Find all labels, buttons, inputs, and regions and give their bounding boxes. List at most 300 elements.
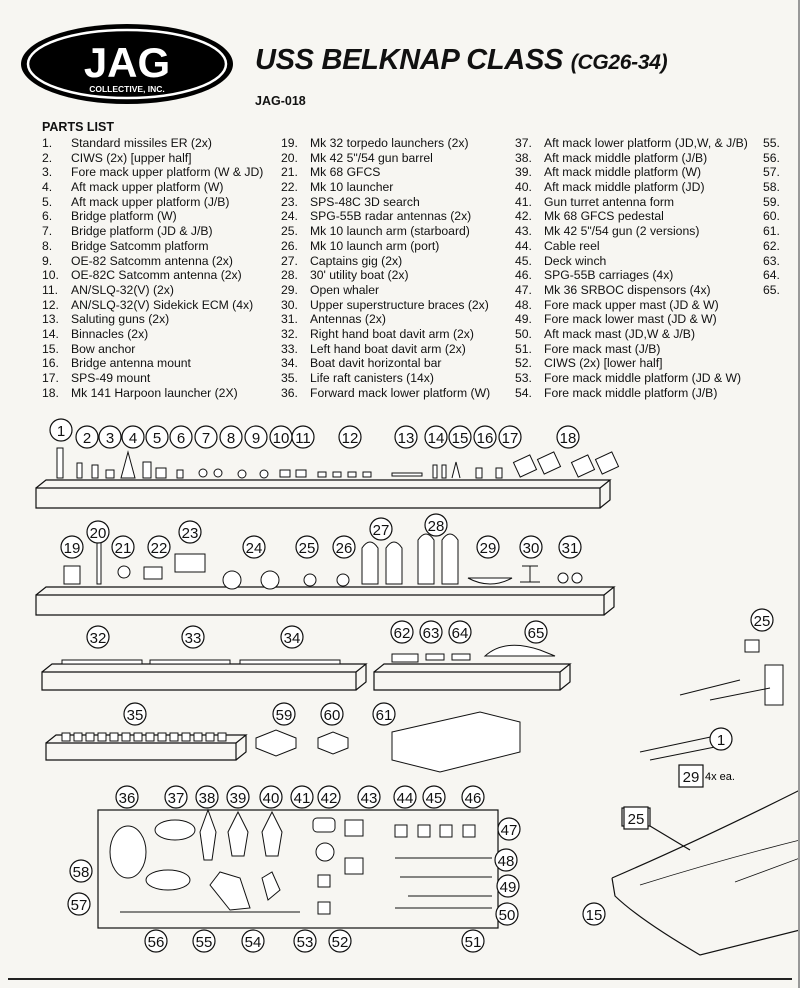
part-number: 31. (281, 312, 298, 327)
callout-33 (182, 626, 204, 648)
parts-list-item (42, 195, 263, 210)
callout-44 (394, 786, 416, 808)
parts-list-item (515, 180, 748, 195)
page-title (255, 44, 667, 77)
parts-list-item (763, 283, 792, 298)
part-name: Aft mack middle platform (W) (544, 165, 702, 180)
callout-41 (291, 786, 313, 808)
parts-list-item (515, 209, 748, 224)
part-number: 19. (281, 136, 298, 150)
parts-list-item (281, 209, 490, 224)
callout-label: 54 (244, 934, 262, 951)
callout-label: 4 (128, 430, 138, 447)
callout-43 (358, 786, 380, 808)
title-main: USS BELKNAP CLASS (255, 44, 564, 76)
part-name: SPG-55B radar antennas (2x) (310, 209, 472, 224)
callout-57 (68, 893, 90, 915)
callout-5 (146, 426, 168, 448)
callout-10 (270, 426, 292, 448)
parts-list-item (42, 298, 263, 313)
part-number: 47. (515, 282, 532, 297)
callout-label: 38 (198, 790, 216, 807)
parts-list-item (42, 283, 263, 298)
callout-53 (294, 930, 316, 952)
parts-list-item (281, 371, 490, 386)
parts-list-item (763, 151, 792, 166)
part-number: 2. (42, 150, 53, 165)
parts-list-item (42, 224, 263, 239)
callout-label: 6 (176, 430, 186, 447)
parts-list-item (515, 195, 748, 210)
sprue-plate-row1-top (36, 480, 610, 488)
callout-label: 25 (298, 540, 316, 557)
parts-list-item (763, 209, 792, 224)
part-number: 36. (281, 385, 298, 400)
part-name: Aft mack upper platform (W) (71, 180, 224, 195)
parts-list-item (763, 180, 792, 195)
parts-list-item (281, 356, 490, 371)
part-number: 54. (515, 385, 532, 400)
part-name: Right hand boat davit arm (2x) (310, 326, 474, 341)
part-name: AN/SLQ-32(V) Sidekick ECM (4x) (71, 297, 254, 312)
callout-label: 63 (422, 625, 440, 642)
callout-6 (170, 426, 192, 448)
callout-25 (751, 609, 773, 631)
callout-54 (242, 930, 264, 952)
part-name: Fore mack middle platform (J/B) (544, 385, 718, 400)
callout-label: 39 (229, 790, 247, 807)
part-number: 62. (763, 238, 780, 253)
part-number: 8. (42, 238, 53, 253)
callout-60 (321, 703, 343, 725)
callout-11 (292, 426, 314, 448)
part-number: 16. (42, 356, 59, 371)
parts-list-item (515, 239, 748, 254)
parts-list-item (515, 254, 748, 269)
part-number: 3. (42, 165, 53, 180)
callout-32 (87, 626, 109, 648)
part-name: Mk 10 launch arm (starboard) (310, 224, 470, 239)
callout-3 (99, 426, 121, 448)
callout-label: 43 (360, 790, 378, 807)
parts-column-1 (42, 136, 263, 400)
part-number: 11. (42, 282, 59, 297)
callout-22 (148, 536, 170, 558)
callout-label: 53 (296, 934, 314, 951)
part-number: 22. (281, 180, 298, 195)
parts-list-item (281, 254, 490, 269)
part-number: 23. (281, 194, 298, 209)
parts-list-item (763, 195, 792, 210)
callout-label: 45 (425, 790, 443, 807)
part-number: 10. (42, 268, 59, 283)
callout-label: 8 (226, 430, 236, 447)
parts-diagram (0, 405, 800, 988)
part-number: 6. (42, 209, 53, 224)
part-number: 39. (515, 165, 532, 180)
part-number: 61. (763, 224, 780, 239)
part-number: 34. (281, 356, 298, 371)
callout-23 (179, 521, 201, 543)
parts-list-item (515, 165, 748, 180)
part-number: 59. (763, 194, 780, 209)
callout-2 (76, 426, 98, 448)
part-number: 9. (42, 253, 53, 268)
callout-48 (495, 849, 517, 871)
part-number: 17. (42, 371, 59, 385)
part-number: 43. (515, 224, 532, 239)
parts-list-item (515, 386, 748, 401)
parts-list-item (281, 239, 490, 254)
parts-list-item (281, 195, 490, 210)
part-name: SPS-48C 3D search (310, 194, 420, 209)
part-number: 27. (281, 253, 298, 268)
callout-26 (333, 536, 355, 558)
callout-label: 18 (559, 430, 577, 447)
callout-label: 23 (181, 525, 199, 542)
parts-list-item (42, 342, 263, 357)
part-name: Aft mack lower platform (JD,W, & J/B) (544, 136, 748, 150)
callout-31 (559, 536, 581, 558)
part-name: Fore mack upper mast (JD & W) (544, 297, 719, 312)
part-number: 25. (281, 224, 298, 239)
callout-4 (122, 426, 144, 448)
parts-list-item (515, 298, 748, 313)
callout-1 (710, 728, 732, 750)
part-number: 18. (42, 385, 59, 400)
callout-36 (116, 786, 138, 808)
callout-label: 2 (82, 430, 92, 447)
part-name: AN/SLQ-32(V) (2x) (71, 282, 174, 297)
part-name: Gun turret antenna form (544, 194, 675, 209)
part-number: 15. (42, 341, 59, 356)
parts-list-item (763, 254, 792, 269)
parts-list-item (281, 312, 490, 327)
kit-code: JAG-018 (255, 94, 306, 108)
part-name: Saluting guns (2x) (71, 312, 170, 327)
callout-label: 32 (89, 630, 107, 647)
callout-39 (227, 786, 249, 808)
parts-list-item (515, 312, 748, 327)
part-name: Fore mack upper platform (W & JD) (71, 165, 264, 180)
part-number: 12. (42, 297, 59, 312)
parts-list-item (42, 239, 263, 254)
parts-list-item (42, 268, 263, 283)
callout-label: 47 (500, 822, 518, 839)
part-missile (57, 448, 63, 478)
parts-list-item (42, 151, 263, 166)
callout-46 (462, 786, 484, 808)
callout-label: 41 (293, 790, 311, 807)
callout-18 (557, 426, 579, 448)
part-name: Cable reel (544, 238, 600, 253)
part-number: 53. (515, 371, 532, 385)
part-name: CIWS (2x) [lower half] (544, 356, 663, 371)
callout-label: 26 (335, 540, 353, 557)
callout-label: 65 (527, 625, 545, 642)
callout-12 (339, 426, 361, 448)
callout-label: 29 (479, 540, 497, 557)
part-number: 46. (515, 268, 532, 283)
callout-label: 15 (451, 430, 469, 447)
part-name: Mk 32 torpedo launchers (2x) (310, 136, 469, 150)
part-number: 58. (763, 180, 780, 195)
callout-34 (281, 626, 303, 648)
part-number: 38. (515, 150, 532, 165)
part-number: 64. (763, 268, 780, 283)
callout-25 (296, 536, 318, 558)
parts-list-item (763, 224, 792, 239)
parts-list-item (281, 327, 490, 342)
callout-24 (243, 536, 265, 558)
parts-list-item (42, 312, 263, 327)
part-name: Bridge platform (JD & J/B) (71, 224, 213, 239)
parts-list-item (281, 136, 490, 151)
callout-64 (449, 621, 471, 643)
parts-list-item (281, 224, 490, 239)
callout-label: 29 (682, 769, 700, 786)
part-number: 37. (515, 136, 532, 150)
callout-label: 61 (375, 707, 393, 724)
callout-label: 55 (195, 934, 213, 951)
parts-list-item (515, 356, 748, 371)
part-name: Aft mack middle platform (J/B) (544, 150, 708, 165)
part-number: 51. (515, 341, 532, 356)
part-number: 48. (515, 297, 532, 312)
callout-63 (420, 621, 442, 643)
callout-label: 44 (396, 790, 414, 807)
parts-list-item (515, 224, 748, 239)
part-name: Mk 10 launcher (310, 180, 394, 195)
sprue-plate-row2 (36, 595, 604, 615)
part-name: SPS-49 mount (71, 371, 151, 385)
callout-label: 22 (150, 540, 168, 557)
part-name: Aft mack upper platform (J/B) (71, 194, 230, 209)
callout-16 (474, 426, 496, 448)
parts-list-item (515, 342, 748, 357)
callout-label: 50 (498, 907, 516, 924)
callout-label: 16 (476, 430, 494, 447)
callout-38 (196, 786, 218, 808)
callout-51 (462, 930, 484, 952)
parts-list-item (42, 136, 263, 151)
part-name: Life raft canisters (14x) (310, 371, 434, 385)
parts-list-title: PARTS LIST (42, 120, 114, 134)
part-name: Mk 42 5"/54 gun barrel (310, 150, 433, 165)
callout-label: 20 (89, 525, 107, 542)
parts-list-item (515, 283, 748, 298)
parts-list-item (42, 254, 263, 269)
part-name: Binnacles (2x) (71, 326, 149, 341)
parts-list-item (515, 268, 748, 283)
callout-label: 31 (561, 540, 579, 557)
part-name: Antennas (2x) (310, 312, 386, 327)
callout-label: 5 (152, 430, 162, 447)
callout-label: 14 (427, 430, 445, 447)
parts-column-3 (515, 136, 748, 400)
callout-9 (245, 426, 267, 448)
parts-list-item (281, 386, 490, 401)
callout-42 (318, 786, 340, 808)
part-name: Open whaler (310, 282, 380, 297)
callout-50 (496, 903, 518, 925)
parts-column-2 (281, 136, 490, 400)
part-name: Mk 42 5"/54 gun (2 versions) (544, 224, 700, 239)
parts-list-item (42, 209, 263, 224)
callout-15 (449, 426, 471, 448)
callout-label: 62 (393, 625, 411, 642)
part-name: Fore mack middle platform (JD & W) (544, 371, 742, 385)
callout-37 (165, 786, 187, 808)
callout-label: 10 (272, 430, 290, 447)
callout-label: 3 (105, 430, 115, 447)
parts-list-item (281, 180, 490, 195)
callout-25 (624, 807, 648, 829)
part-number: 42. (515, 209, 532, 224)
parts-list-item (281, 298, 490, 313)
part-number: 26. (281, 238, 298, 253)
part-number: 40. (515, 180, 532, 195)
callout-1 (50, 419, 72, 441)
sprue-plate-row4 (46, 743, 236, 760)
part-name: Upper superstructure braces (2x) (310, 297, 489, 312)
part-number: 49. (515, 312, 532, 327)
callout-label: 48 (497, 853, 515, 870)
sprue-plate-row3b (374, 672, 560, 690)
parts-list-item (515, 327, 748, 342)
part-name: Bridge antenna mount (71, 356, 191, 371)
parts-list-item (763, 165, 792, 180)
parts-list-item (515, 151, 748, 166)
part-number: 33. (281, 341, 298, 356)
part-name: Bow anchor (71, 341, 136, 356)
part-number: 55. (763, 136, 780, 150)
part-name: Deck winch (544, 253, 607, 268)
callout-29 (477, 536, 499, 558)
callout-label: 1 (716, 732, 726, 749)
callout-52 (329, 930, 351, 952)
callout-65 (525, 621, 547, 643)
callout-49 (497, 875, 519, 897)
callout-label: 56 (147, 934, 165, 951)
part-name: Left hand boat davit arm (2x) (310, 341, 466, 356)
parts-list-item (515, 371, 748, 386)
callout-label: 9 (251, 430, 261, 447)
part-name: OE-82 Satcomm antenna (2x) (71, 253, 233, 268)
callout-label: 42 (320, 790, 338, 807)
callout-40 (260, 786, 282, 808)
part-name: CIWS (2x) [upper half] (71, 150, 192, 165)
part-number: 57. (763, 165, 780, 180)
callout-label: 21 (114, 540, 132, 557)
callout-label: 7 (201, 430, 211, 447)
callout-label: 37 (167, 790, 185, 807)
part-name: OE-82C Satcomm antenna (2x) (71, 268, 242, 283)
callout-61 (373, 703, 395, 725)
part-name: Standard missiles ER (2x) (71, 136, 212, 150)
sprue-plate-row1 (36, 488, 600, 508)
part-number: 5. (42, 194, 53, 209)
part-name: Mk 68 GFCS (310, 165, 381, 180)
callout-label: 49 (499, 879, 517, 896)
callout-label: 25 (627, 811, 645, 828)
callout-label: 58 (72, 864, 90, 881)
part-number: 21. (281, 165, 298, 180)
part-number: 45. (515, 253, 532, 268)
callout-label: 46 (464, 790, 482, 807)
callout-label: 51 (464, 934, 482, 951)
callout-label: 30 (522, 540, 540, 557)
part-name: Aft mack middle platform (JD) (544, 180, 705, 195)
callout-58 (70, 860, 92, 882)
parts-column-4 (763, 136, 792, 298)
callout-20 (87, 521, 109, 543)
callout-59 (273, 703, 295, 725)
part-name: Mk 10 launch arm (port) (310, 238, 440, 253)
callout-label: 13 (397, 430, 415, 447)
callout-label: 35 (126, 707, 144, 724)
part-name: Fore mack mast (J/B) (544, 341, 661, 356)
parts-list-item (42, 386, 263, 401)
callout-35 (124, 703, 146, 725)
callout-7 (195, 426, 217, 448)
callout-17 (499, 426, 521, 448)
title-subtitle: (CG26-34) (570, 51, 668, 74)
part-number: 32. (281, 326, 298, 341)
callout-29 (679, 765, 703, 787)
part-name: SPG-55B carriages (4x) (544, 268, 674, 283)
callout-27 (370, 518, 392, 540)
part-number: 29. (281, 282, 298, 297)
part-number: 65. (763, 282, 780, 297)
callout-label: 28 (427, 518, 445, 535)
part-number: 52. (515, 356, 532, 371)
callout-13 (395, 426, 417, 448)
part-number: 13. (42, 312, 59, 327)
parts-list-item (281, 151, 490, 166)
part-number: 56. (763, 150, 780, 165)
callout-label: 15 (585, 907, 603, 924)
callout-56 (145, 930, 167, 952)
sprue-plate-row3a (42, 672, 356, 690)
part-name: Aft mack mast (JD,W & J/B) (544, 326, 695, 341)
parts-list-item (763, 239, 792, 254)
part-number: 24. (281, 209, 298, 224)
part-number: 30. (281, 297, 298, 312)
part-name: Mk 141 Harpoon launcher (2X) (71, 385, 238, 400)
part-name: Captains gig (2x) (310, 253, 403, 268)
parts-list-item (42, 180, 263, 195)
callout-47 (498, 818, 520, 840)
parts-list-item (281, 268, 490, 283)
callout-label: 17 (501, 430, 519, 447)
callout-label: 64 (451, 625, 469, 642)
brand-subtitle: COLLECTIVE, INC. (89, 84, 165, 94)
callout-label: 25 (753, 613, 771, 630)
part-name: Mk 68 GFCS pedestal (544, 209, 664, 224)
callout-label: 59 (275, 707, 293, 724)
callout-45 (423, 786, 445, 808)
callout-label: 57 (70, 897, 88, 914)
part-number: 14. (42, 326, 59, 341)
callout-8 (220, 426, 242, 448)
callout-21 (112, 536, 134, 558)
parts-list-item (42, 327, 263, 342)
callout-label: 1 (56, 423, 66, 440)
callout-15 (583, 903, 605, 925)
part-name: Mk 36 SRBOC dispensors (4x) (544, 282, 711, 297)
assembly-note: 4x ea. (705, 771, 735, 783)
